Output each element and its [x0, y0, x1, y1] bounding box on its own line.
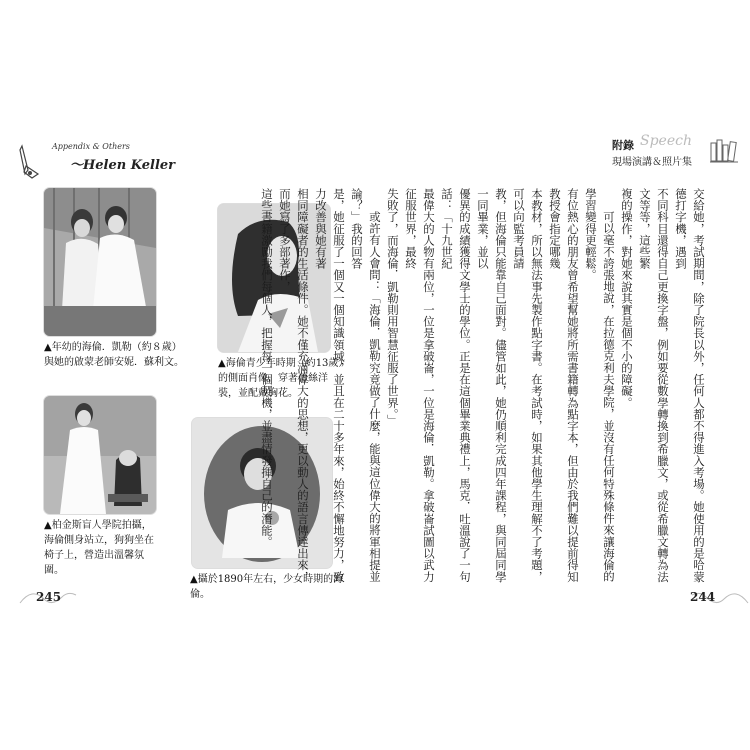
- appendix-title: 附錄: [612, 139, 634, 152]
- helen-keller-label: ～Helen Keller: [70, 158, 176, 173]
- caption-photo2: ▲海倫青少年時期（約13歲）的側面肖像，穿著蕾絲洋裝，並配戴胸花。: [218, 358, 344, 399]
- photo-helen-with-dog: [44, 396, 156, 514]
- body-col-5: 有位熱心的朋友曾希望幫她將所需書籍轉為點字本，但由於我們難以提前得知教授會指定哪幾: [548, 188, 580, 583]
- speech-watermark: Speech: [640, 133, 692, 149]
- body-col-13: 相同障礙者的生活條件。她不僅充滿偉大的思想，更以動人的語言傳達出來，而她寫了多部著作，: [278, 188, 310, 583]
- caption-photo3: ▲柏金斯盲人學院拍攝，海倫側身站立，狗狗坐在椅子上，營造出溫馨氛圍。: [44, 520, 154, 576]
- section-subtitle: 現場演講＆照片集: [612, 157, 692, 168]
- body-col-8: 優異的成績獲得文學士的學位。正是在這個畢業典禮上，馬克．吐溫說了一句話：「十九世紀: [440, 188, 472, 583]
- body-col-1: 交給她，考試期間，除了院長以外，任何人都不得進入考場。她使用的是哈蒙德打字機，遇到: [674, 188, 706, 583]
- body-col-12: 是，她征服了一個又一個知識領域，並且在二十多年來，始終不懈地努力，致力改善與她有著: [314, 188, 346, 583]
- body-col-4: 可以毫不誇張地說，在拉德克利夫學院，並沒有任何特殊條件來讓海倫的學習變得更輕鬆。: [584, 188, 616, 582]
- body-col-6: 本教材，所以無法事先製作點字書。在考試時，如果其他學生理解不了考題，可以向監考員請: [512, 188, 544, 583]
- books-icon: [710, 137, 738, 163]
- body-col-11: 或許有人會問：「海倫．凱勒究竟做了什麼，能與這位偉大的將軍相提並論？」我的回答: [350, 188, 382, 582]
- right-page-header: [560, 135, 740, 175]
- body-col-14: 這些書籍激勵我們每個人，把握每一個契機，並盡情發揮自己的潛能。: [260, 188, 274, 548]
- right-page-number: 244: [690, 590, 716, 604]
- fountain-pen-icon: [18, 144, 42, 180]
- left-page-number: 245: [36, 590, 62, 604]
- body-col-9: 最偉大的人物有兩位，一位是拿破崙，一位是海倫．凱勒。拿破崙試圖以武力征服世界，最終: [404, 188, 436, 583]
- left-page-header: [18, 140, 218, 180]
- body-col-3: 複的操作，對她來說其實是個不小的障礙。: [620, 188, 634, 409]
- appendix-label: Appendix & Others: [52, 142, 130, 151]
- photo-helen-with-teacher: [44, 188, 156, 336]
- body-col-7: 教，但海倫只能靠自己面對。儘管如此，她仍順利完成四年課程，與同屆同學一同畢業，並以: [476, 188, 508, 583]
- caption-photo1: ▲年幼的海倫．凱勒（約８歲）與她的啟蒙老師安妮．蘇利文。: [44, 342, 184, 368]
- body-col-10: 失敗了，而海倫．凱勒則用智慧征服了世界。」: [386, 188, 400, 426]
- body-col-2: 不同科目還得自己更換字盤，例如要從數學轉換到希臘文，或從希臘文轉為法文等等，這些繁: [638, 188, 670, 583]
- caption-photo4: ▲攝於1890年左右，少女時期的海倫。: [190, 574, 344, 600]
